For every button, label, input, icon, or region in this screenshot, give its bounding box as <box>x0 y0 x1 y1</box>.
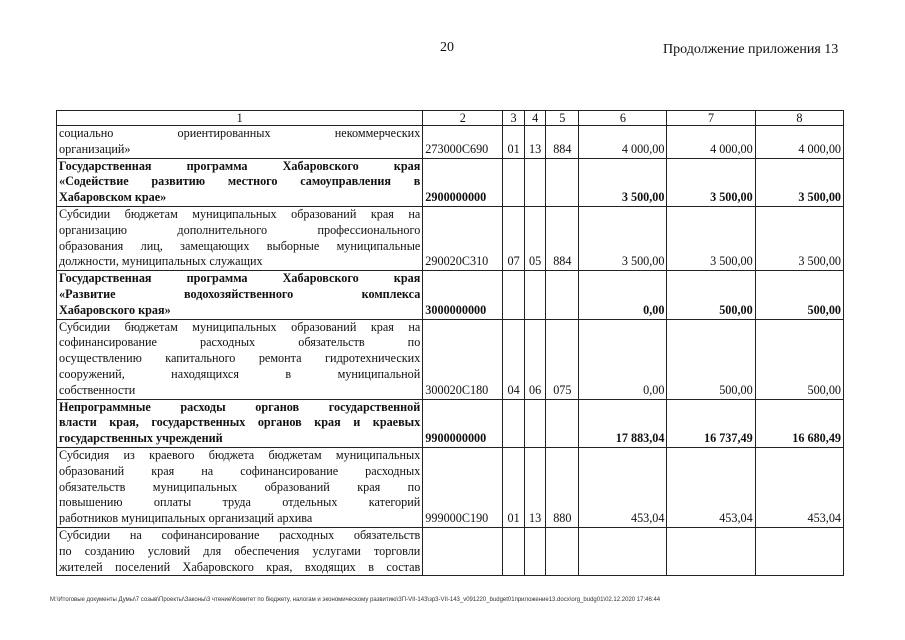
row-amount-col8 <box>755 527 843 575</box>
row-expense-type: 075 <box>546 319 579 399</box>
column-header: 2 <box>423 111 503 126</box>
row-amount-col7: 3 500,00 <box>667 158 755 206</box>
column-header: 1 <box>57 111 423 126</box>
continuation-label: Продолжение приложения 13 <box>663 42 839 57</box>
row-subsection: 06 <box>524 319 546 399</box>
row-description <box>57 399 423 447</box>
description-line: Непрограммные расходы органов государственной <box>59 399 421 414</box>
row-amount-col6: 0,00 <box>579 319 667 399</box>
row-amount-col8: 4 000,00 <box>755 126 843 159</box>
description-line: повышению оплаты труда отдельных категорий <box>59 495 421 510</box>
description-line: Субсидия из краевого бюджета бюджетам муниципальных <box>59 447 421 462</box>
table-row <box>57 206 844 270</box>
row-amount-col8: 500,00 <box>755 271 843 319</box>
description-line: Субсидии бюджетам муниципальных образований края на <box>59 206 421 221</box>
row-amount-col6: 453,04 <box>579 447 667 527</box>
table-row <box>57 271 844 319</box>
table-row <box>57 126 844 159</box>
row-description <box>57 271 423 319</box>
table-row <box>57 319 844 399</box>
description-line: Хабаровском крае» <box>59 190 167 205</box>
description-line: сооружений, находящихся в муниципальной <box>59 366 421 381</box>
description-line: по созданию условий для обеспечения услугами торговли <box>59 543 421 558</box>
description-line: власти края, государственных органов края и краевых <box>59 415 421 430</box>
row-expense-type <box>546 158 579 206</box>
row-expense-type: 884 <box>546 206 579 270</box>
row-target-code: 999000C190 <box>423 447 503 527</box>
description-line: «Развитие водохозяйственного комплекса <box>59 286 421 301</box>
row-section <box>503 158 525 206</box>
row-amount-col6 <box>579 527 667 575</box>
description-line: Хабаровского края» <box>59 302 171 317</box>
description-line: образований края на софинансирование расходных <box>59 463 421 478</box>
row-target-code: 290020C310 <box>423 206 503 270</box>
table-row <box>57 447 844 527</box>
column-header: 3 <box>503 111 525 126</box>
description-line: обязательств муниципальных образований края по <box>59 479 421 494</box>
description-line: «Содействие развитию местного самоуправления в <box>59 174 421 189</box>
row-amount-col6: 17 883,04 <box>579 399 667 447</box>
column-header: 5 <box>546 111 579 126</box>
row-description <box>57 527 423 575</box>
row-subsection: 13 <box>524 126 546 159</box>
column-header-row <box>57 111 844 126</box>
description-line: работников муниципальных организаций архива <box>59 511 313 526</box>
row-subsection <box>524 271 546 319</box>
column-header: 7 <box>667 111 755 126</box>
row-subsection <box>524 158 546 206</box>
row-target-code: 9900000000 <box>423 399 503 447</box>
description-line: софинансирование расходных обязательств по <box>59 335 421 350</box>
row-amount-col8: 3 500,00 <box>755 158 843 206</box>
row-target-code: 2900000000 <box>423 158 503 206</box>
row-amount-col7: 500,00 <box>667 319 755 399</box>
row-amount-col7: 4 000,00 <box>667 126 755 159</box>
row-description <box>57 319 423 399</box>
description-line: социально ориентированных некоммерческих <box>59 126 421 140</box>
row-amount-col7: 453,04 <box>667 447 755 527</box>
description-line: собственности <box>59 382 136 397</box>
description-line: организаций» <box>59 141 131 156</box>
table-row <box>57 399 844 447</box>
row-section: 04 <box>503 319 525 399</box>
description-line: осуществлению капитального ремонта гидротехнических <box>59 351 421 366</box>
description-line: жителей поселений Хабаровского края, входящих в состав <box>59 559 421 574</box>
row-expense-type <box>546 527 579 575</box>
row-target-code <box>423 527 503 575</box>
row-subsection <box>524 399 546 447</box>
table-row <box>57 527 844 575</box>
row-amount-col8: 453,04 <box>755 447 843 527</box>
page-number: 20 <box>440 40 454 55</box>
description-line: государственных учреждений <box>59 431 223 446</box>
description-line: Государственная программа Хабаровского края <box>59 158 421 173</box>
row-amount-col6: 3 500,00 <box>579 158 667 206</box>
row-section <box>503 271 525 319</box>
row-subsection <box>524 527 546 575</box>
description-line: Субсидии на софинансирование расходных обязательств <box>59 527 421 542</box>
row-target-code: 3000000000 <box>423 271 503 319</box>
row-description <box>57 447 423 527</box>
row-section <box>503 399 525 447</box>
row-expense-type <box>546 399 579 447</box>
description-line: организацию дополнительного профессионального <box>59 222 421 237</box>
description-line: Государственная программа Хабаровского края <box>59 271 421 286</box>
budget-table-body <box>57 111 844 576</box>
row-section <box>503 527 525 575</box>
row-section: 01 <box>503 447 525 527</box>
file-path-footer: M:\Итоговые документы Думы\7 созыв\Проекты\Законы\3 чтение\Комитет по бюджету, налогам и экономическому развитию\ЗП-VII-143\зр3-VII-143_v091220_budget01приложение13.docx\org_budg01\02.12.2020 17:46:44 <box>50 597 661 603</box>
row-amount-col7: 3 500,00 <box>667 206 755 270</box>
row-amount-col7 <box>667 527 755 575</box>
row-amount-col7: 500,00 <box>667 271 755 319</box>
column-header: 6 <box>579 111 667 126</box>
row-section: 01 <box>503 126 525 159</box>
row-target-code: 300020C180 <box>423 319 503 399</box>
row-target-code: 273000C690 <box>423 126 503 159</box>
budget-table <box>56 110 844 576</box>
row-expense-type <box>546 271 579 319</box>
row-amount-col8: 16 680,49 <box>755 399 843 447</box>
row-amount-col7: 16 737,49 <box>667 399 755 447</box>
table-row <box>57 158 844 206</box>
row-amount-col8: 3 500,00 <box>755 206 843 270</box>
row-description <box>57 206 423 270</box>
row-expense-type: 880 <box>546 447 579 527</box>
row-amount-col8: 500,00 <box>755 319 843 399</box>
row-subsection: 13 <box>524 447 546 527</box>
column-header: 8 <box>755 111 843 126</box>
row-amount-col6: 3 500,00 <box>579 206 667 270</box>
column-header: 4 <box>524 111 546 126</box>
row-section: 07 <box>503 206 525 270</box>
description-line: образования лиц, замещающих выборные муниципальные <box>59 238 421 253</box>
row-description <box>57 126 423 159</box>
row-amount-col6: 0,00 <box>579 271 667 319</box>
row-description <box>57 158 423 206</box>
row-subsection: 05 <box>524 206 546 270</box>
description-line: Субсидии бюджетам муниципальных образований края на <box>59 319 421 334</box>
row-amount-col6: 4 000,00 <box>579 126 667 159</box>
row-expense-type: 884 <box>546 126 579 159</box>
description-line: должности, муниципальных служащих <box>59 254 263 269</box>
